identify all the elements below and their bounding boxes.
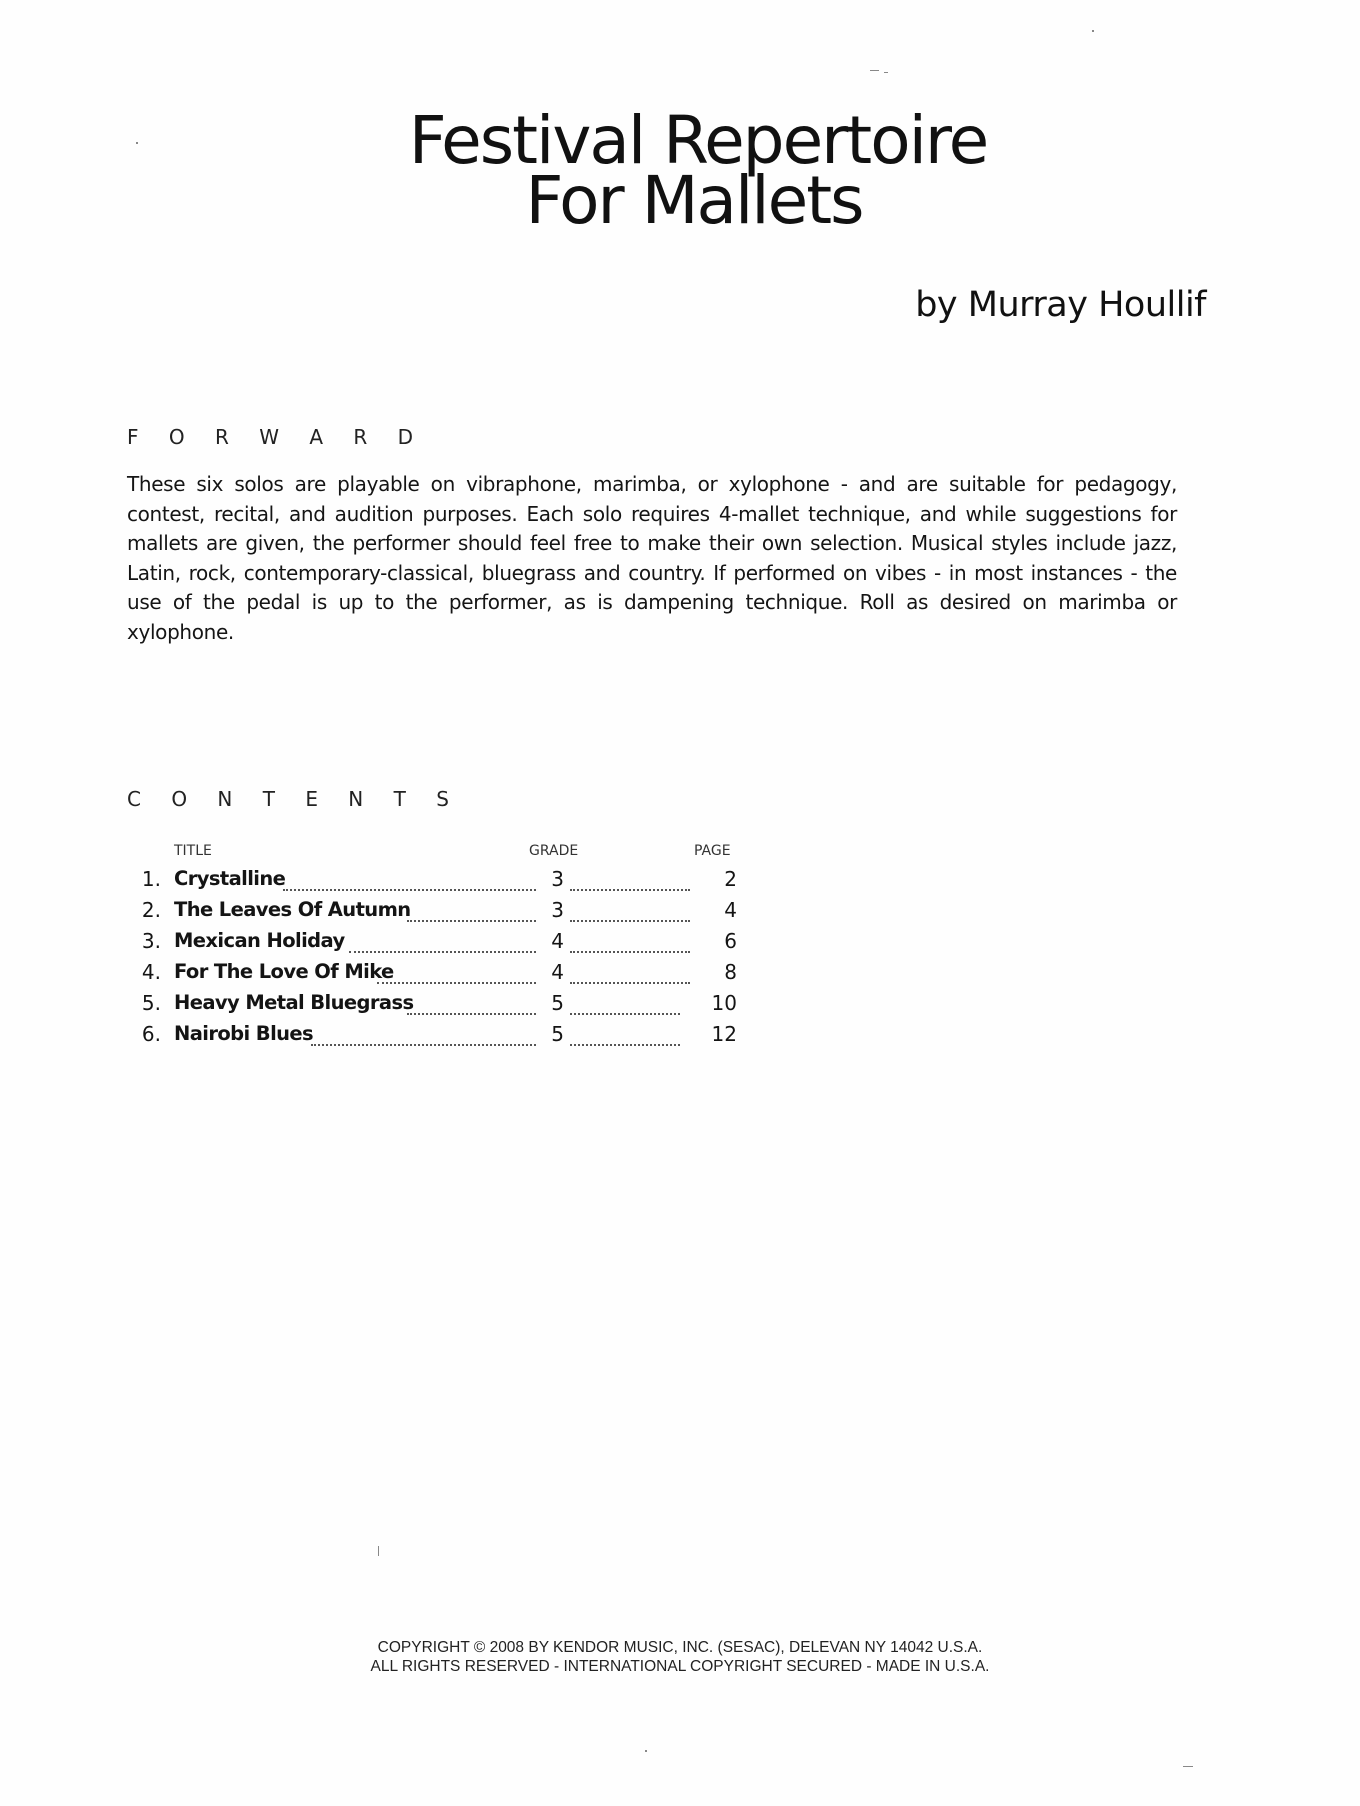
contents-row-title: Crystalline [174,867,286,890]
author-credit: by Murray Houllif [915,285,1206,325]
scan-speck [884,72,888,73]
dot-leader [407,920,536,922]
contents-header-grade: GRADE [529,843,579,859]
contents-row [127,1022,747,1052]
contents-row [127,929,747,959]
dot-leader [570,951,690,953]
contents-row-title: For The Love Of Mike [174,960,394,983]
copyright-line-1: COPYRIGHT © 2008 BY KENDOR MUSIC, INC. (SESAC), DELEVAN NY 14042 U.S.A. [377,1639,983,1656]
contents-heading: C O N T E N T S [127,787,461,811]
contents-row-number: 6. [141,1022,161,1046]
contents-row-title: Heavy Metal Bluegrass [174,991,414,1014]
book-title-line-2: For Mallets [525,162,863,239]
contents-row [127,991,747,1021]
contents-row-grade: 5 [551,1022,564,1046]
contents-row-grade: 3 [551,898,564,922]
contents-row [127,898,747,928]
copyright-notice [0,1638,1360,1676]
dot-leader [570,982,690,984]
dot-leader [570,1044,680,1046]
scan-speck [136,142,138,144]
contents-row [127,960,747,990]
contents-row-number: 1. [141,867,161,891]
dot-leader [570,920,690,922]
forward-paragraph: These six solos are playable on vibraphone, marimba, or xylophone - and are suitable for pedagogy, contest, recital, and audition purposes. Each solo requires 4-mallet technique, and while suggestions for mallets are given, the performer should feel free to make their own selection. Musical styles include jazz, Latin, rock, contemporary-classical, bluegrass and country. If performed on vibes - in most instances - the use of the pedal is up to the performer, as is dampening technique. Roll as desired on marimba or xylophone. [127,472,1177,644]
contents-row-number: 5. [141,991,161,1015]
contents-row-page: 10 [711,991,737,1015]
dot-leader [377,982,536,984]
scan-speck [378,1546,379,1556]
book-title-line-1: Festival Repertoire [408,102,988,179]
contents-row-grade: 5 [551,991,564,1015]
dot-leader [570,1013,680,1015]
forward-heading: F O R W A R D [127,425,426,449]
contents-header-title: TITLE [174,843,212,859]
contents-row-number: 3. [141,929,161,953]
contents-row-page: 2 [724,867,737,891]
scan-speck [1092,30,1094,32]
contents-row [127,867,747,897]
contents-row-number: 4. [141,960,161,984]
dot-leader [283,889,536,891]
contents-row-title: Mexican Holiday [174,929,345,952]
dot-leader [570,889,690,891]
contents-row-grade: 4 [551,929,564,953]
contents-row-title: The Leaves Of Autumn [174,898,411,921]
contents-row-title: Nairobi Blues [174,1022,314,1045]
scan-speck [1183,1766,1193,1767]
contents-row-page: 12 [711,1022,737,1046]
contents-header-page: PAGE [694,843,731,859]
contents-row-grade: 4 [551,960,564,984]
contents-row-number: 2. [141,898,161,922]
scan-speck [645,1750,647,1752]
dot-leader [311,1044,536,1046]
contents-row-page: 4 [724,898,737,922]
scan-speck [870,70,879,71]
dot-leader [349,951,536,953]
dot-leader [407,1013,536,1015]
contents-row-grade: 3 [551,867,564,891]
copyright-line-2: ALL RIGHTS RESERVED - INTERNATIONAL COPYRIGHT SECURED - MADE IN U.S.A. [370,1658,990,1675]
contents-row-page: 6 [724,929,737,953]
contents-row-page: 8 [724,960,737,984]
